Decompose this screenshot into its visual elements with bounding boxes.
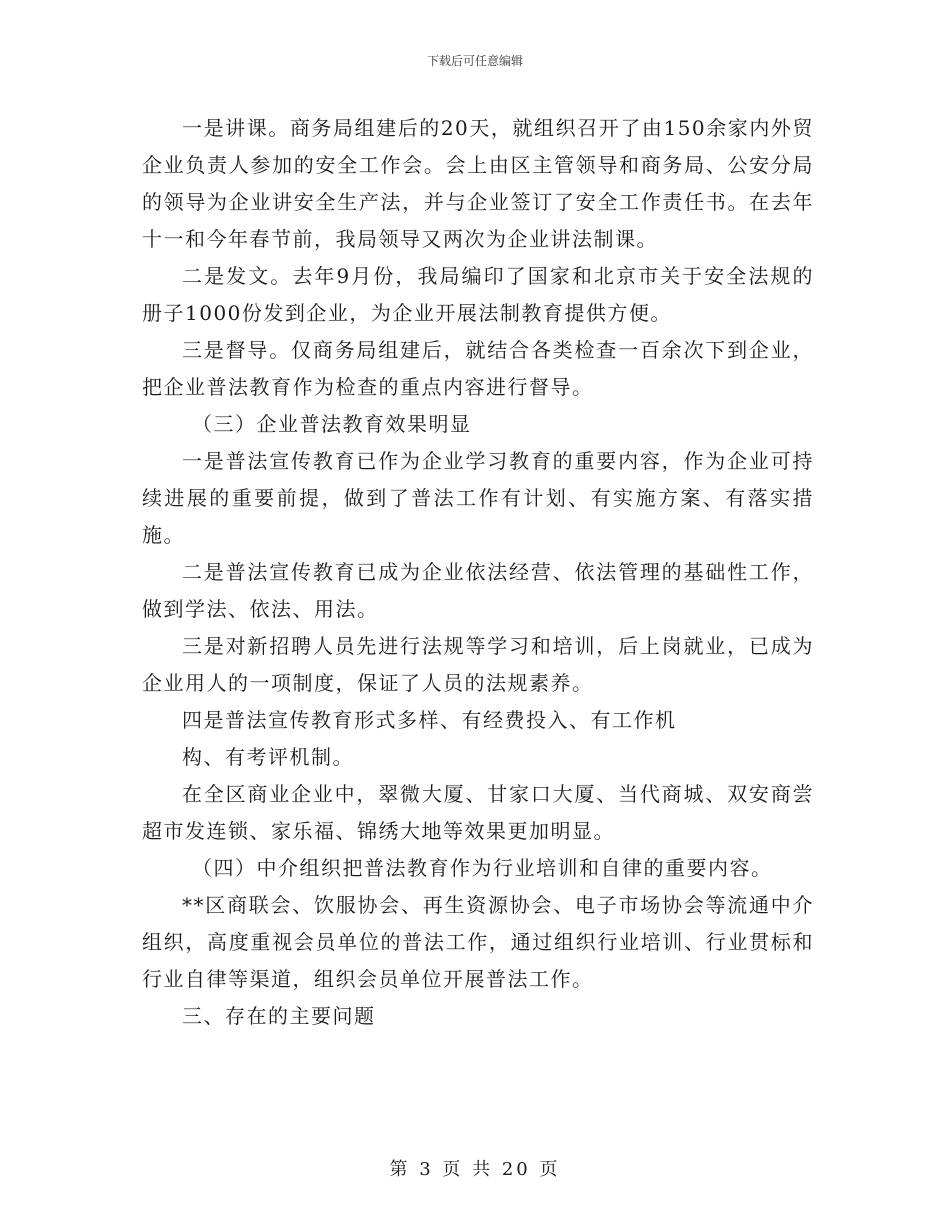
page-header: 下载后可任意编辑 [426, 54, 523, 68]
section-heading-3: （三）企业普法教育效果明显 [192, 412, 472, 436]
paragraph-effect-4-cont: 构、有考评机制。 [182, 745, 354, 769]
page-number: 第 3 页 共 20 页 [389, 1159, 561, 1180]
paragraph-effect-2: 二是普法宣传教育已成为企业依法经营、依法管理的基础性工作，做到学法、依法、用法。 [142, 560, 814, 621]
paragraph-effect-1: 一是普法宣传教育已作为企业学习教育的重要内容，作为企业可持续进展的重要前提，做到了普法工作有计划、有实施方案、有落实措施。 [142, 449, 814, 547]
paragraph-commercial: 在全区商业企业中，翠微大厦、甘家口大厦、当代商城、双安商尝超市发连锁、家乐福、锦绣大地等效果更加明显。 [142, 782, 814, 843]
paragraph-lecture: 一是讲课。商务局组建后的20天，就组织召开了由150余家内外贸企业负责人参加的安全工作会。会上由区主管领导和商务局、公安分局的领导为企业讲安全生产法，并与企业签订了安全工作责任书。在去年十一和今年春节前，我局领导又两次为企业讲法制课。 [142, 116, 814, 251]
paragraph-supervision: 三是督导。仅商务局组建后，就结合各类检查一百余次下到企业，把企业普法教育作为检查的重点内容进行督导。 [142, 338, 814, 399]
paragraph-intermediary: **区商联会、饮服协会、再生资源协会、电子市场协会等流通中介组织，高度重视会员单位的普法工作，通过组织行业培训、行业贯标和行业自律等渠道，组织会员单位开展普法工作。 [142, 893, 814, 991]
paragraph-effect-4: 四是普法宣传教育形式多样、有经费投入、有工作机 [182, 708, 677, 732]
paragraph-documents: 二是发文。去年9月份，我局编印了国家和北京市关于安全法规的册子1000份发到企业，为企业开展法制教育提供方便。 [142, 264, 814, 325]
document-body [142, 110, 814, 1035]
section-heading-4: （四）中介组织把普法教育作为行业培训和自律的重要内容。 [192, 856, 773, 880]
section-heading-problems: 三、存在的主要问题 [182, 1004, 376, 1028]
paragraph-effect-3: 三是对新招聘人员先进行法规等学习和培训，后上岗就业，已成为企业用人的一项制度，保证了人员的法规素养。 [142, 634, 814, 695]
